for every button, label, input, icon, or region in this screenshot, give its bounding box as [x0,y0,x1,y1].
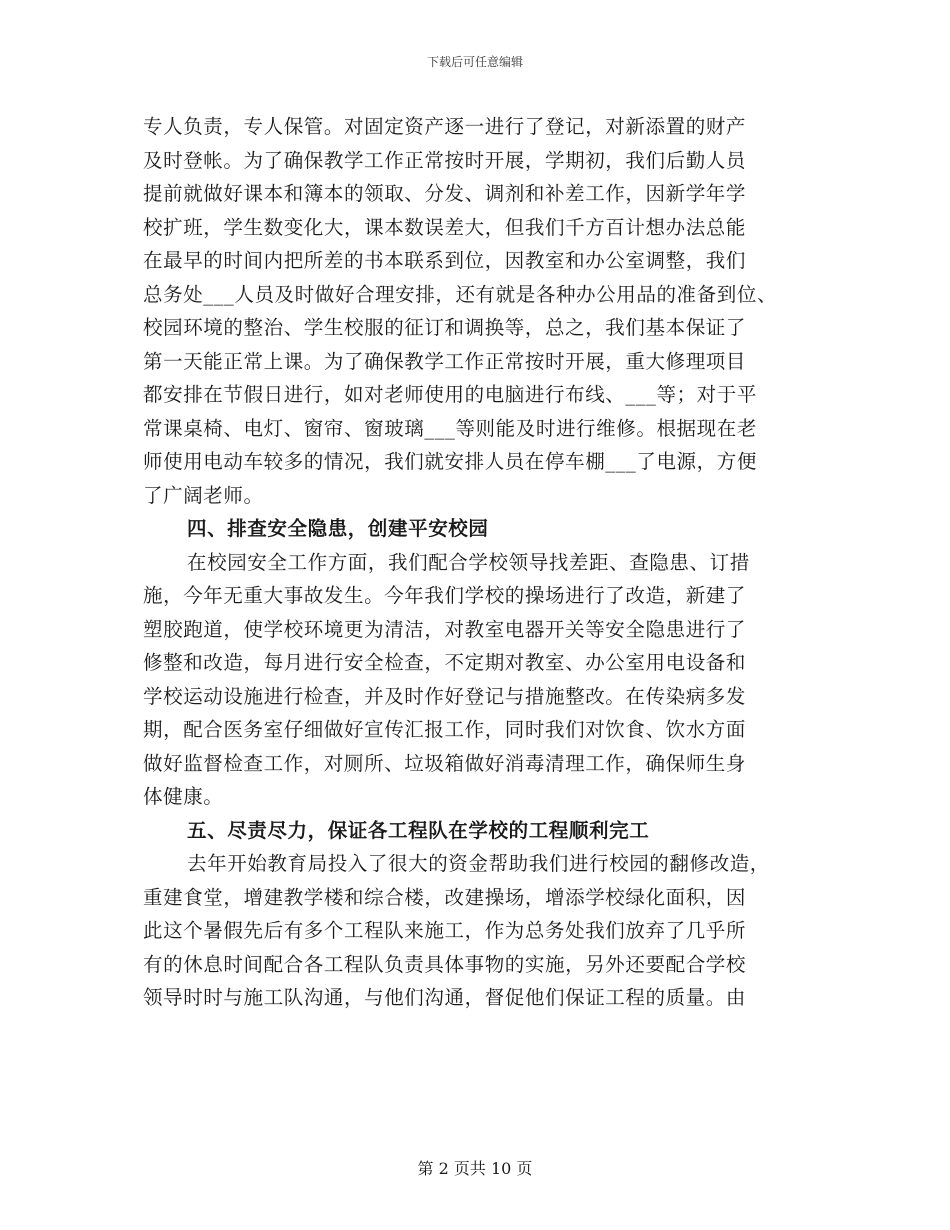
paragraph-line: 校扩班，学生数变化大，课本数误差大，但我们千方百计想办法总能 [143,215,747,239]
paragraph-line: 体健康。 [143,785,224,808]
paragraph-line: 做好监督检查工作，对厕所、垃圾箱做好消毒清理工作，确保师生身 [143,751,747,775]
paragraph-line: 去年开始教育局投入了很大的资金帮助我们进行校园的翻修改造， [187,852,770,875]
paragraph-line: 在最早的时间内把所差的书本联系到位，因教室和办公室调整，我们 [143,249,747,272]
paragraph-line: 了广阔老师。 [143,483,264,507]
page-number-footer: 第 2 页共 10 页 [417,1159,533,1178]
paragraph-line: 施，今年无重大事故发生。今年我们学校的操场进行了改造，新建了 [143,584,747,607]
page-header-note: 下载后可任意编辑 [426,55,523,69]
paragraph-line: 期，配合医务室仔细做好宣传汇报工作，同时我们对饮食、饮水方面 [143,718,747,741]
paragraph-line: 总务处___人员及时做好合理安排，还有就是各种办公用品的准备到位、 [143,282,778,306]
paragraph-line: 在校园安全工作方面，我们配合学校领导找差距、查隐患、订措 [187,550,750,574]
paragraph-line: 有的休息时间配合各工程队负责具体事物的实施，另外还要配合学校 [143,952,747,976]
paragraph-line: 师使用电动车较多的情况，我们就安排人员在停车棚___了电源，方便 [143,450,757,473]
paragraph-line: 专人负责，专人保管。对固定资产逐一进行了登记，对新添置的财产 [143,115,747,138]
paragraph-line: 提前就做好课本和簿本的领取、分发、调剂和补差工作，因新学年学 [143,182,747,205]
paragraph-line: 重建食堂，增建教学楼和综合楼，改建操场，增添学校绿化面积，因 [143,885,747,909]
section-heading: 五、尽责尽力，保证各工程队在学校的工程顺利完工 [187,818,650,842]
paragraph-line: 修整和改造，每月进行安全检查，不定期对教室、办公室用电设备和 [143,651,747,674]
section-heading: 四、排查安全隐患，创建平安校园 [187,517,489,540]
paragraph-line: 塑胶跑道，使学校环境更为清洁，对教室电器开关等安全隐患进行了 [143,617,747,641]
paragraph-line: 此这个暑假先后有多个工程队来施工，作为总务处我们放弃了几乎所 [143,919,747,942]
paragraph-line: 常课桌椅、电灯、窗帘、窗玻璃___等则能及时进行维修。根据现在老 [143,416,757,440]
paragraph-line: 校园环境的整治、学生校服的征订和调换等，总之，我们基本保证了 [143,316,747,339]
paragraph-line: 都安排在节假日进行，如对老师使用的电脑进行布线、___等；对于平 [143,383,757,406]
paragraph-line: 领导时时与施工队沟通，与他们沟通，督促他们保证工程的质量。由 [143,986,747,1009]
paragraph-line: 及时登帐。为了确保教学工作正常按时开展，学期初，我们后勤人员 [143,148,747,172]
paragraph-line: 第一天能正常上课。为了确保教学工作正常按时开展，重大修理项目 [143,349,747,373]
paragraph-line: 学校运动设施进行检查，并及时作好登记与措施整改。在传染病多发 [143,684,747,708]
document-body [143,110,823,1015]
